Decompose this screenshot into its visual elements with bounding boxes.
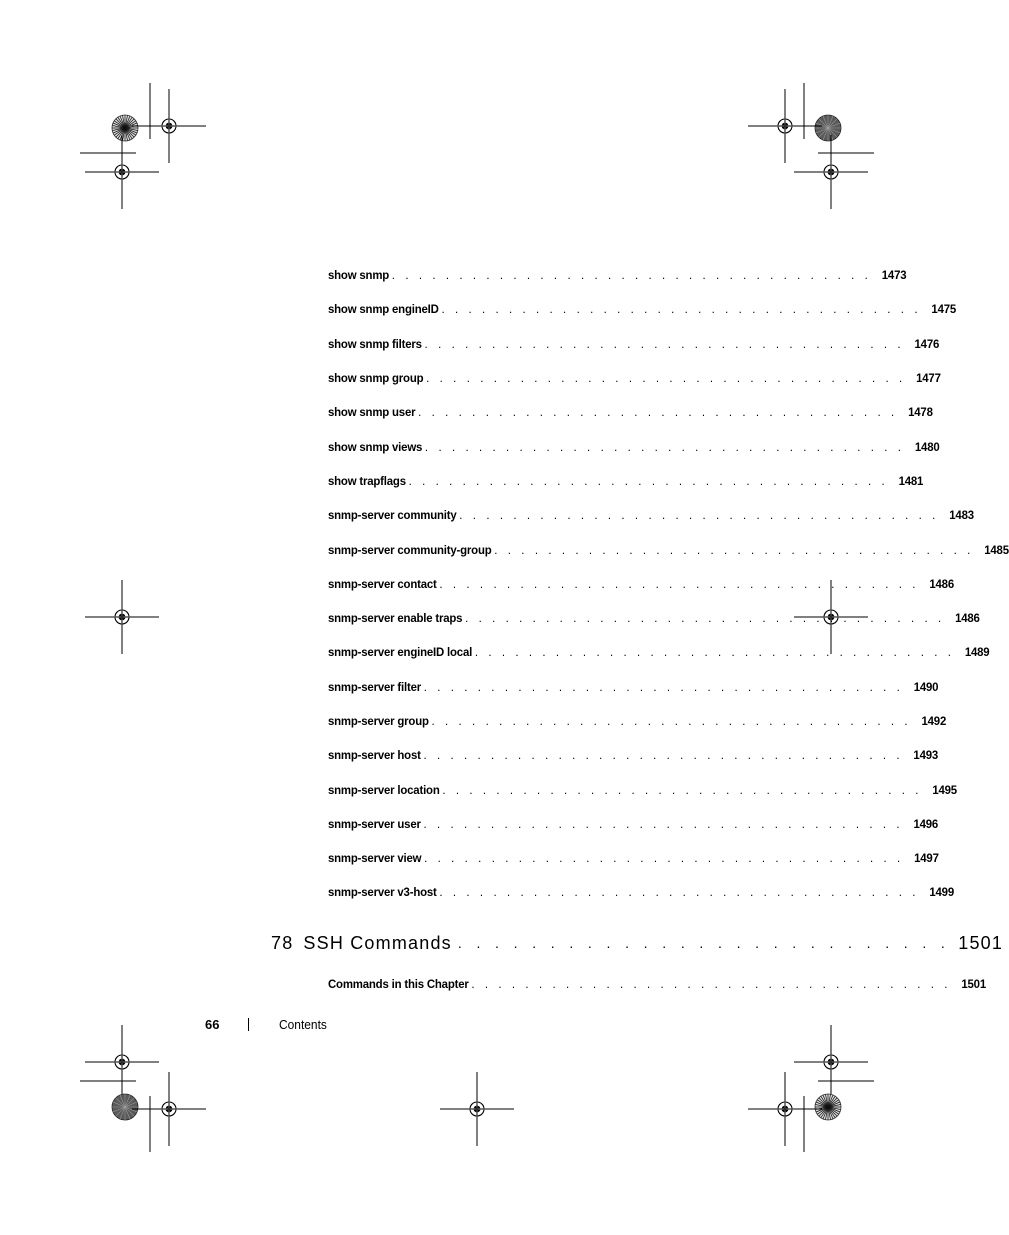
toc-entry-title: snmp-server view (328, 851, 422, 866)
dot-leader: . . . . . . . . . . . . . . . . . . . . . . . . . . . . . . . . . . . . (494, 542, 974, 557)
dot-leader: . . . . . . . . . . . . . . . . . . . . . . . . . . . . . . . . . . . . (423, 816, 904, 831)
dot-leader: . . . . . . . . . . . . . . . . . . . . . . . . . . . . . . . . . . . . (408, 473, 889, 488)
toc-entry-page: 1480 (914, 439, 940, 454)
toc-entry[interactable] (328, 807, 939, 841)
toc-entry-page: 1486 (929, 576, 954, 591)
toc-entry-title: snmp-server contact (328, 576, 437, 591)
registration-mark-icon (132, 1072, 206, 1146)
dot-leader: . . . . . . . . . . . . . . . . . . . . . . . . . . . . . . . . . . . . (391, 268, 872, 283)
toc-entry-title: snmp-server enable traps (328, 611, 463, 626)
dot-leader: . . . . . . . . . . . . . . . . . . . . . . . . . . . . . . . . . . . . (426, 371, 906, 386)
registration-mark-icon (794, 135, 868, 209)
chapter-entry-list (328, 967, 986, 1001)
toc-entry-page: 1475 (931, 302, 957, 317)
registration-mark-icon (132, 89, 206, 163)
dot-leader: . . . . . . . . . . . . . . . . . . . . . . . . . . . . . . . . . . . . (442, 782, 923, 797)
dot-leader: . . . . . . . . . . . . . . . . . . . . . . . . . . . . . . . . . . . . (474, 645, 955, 660)
registration-mark-icon (748, 1072, 822, 1146)
toc-entry-page: 1496 (913, 816, 939, 831)
toc-entry-page: 1489 (964, 645, 990, 660)
toc-entry-page: 1492 (921, 714, 947, 728)
toc-entry-title: snmp-server group (328, 714, 429, 728)
toc-entry-title: show snmp views (328, 439, 423, 454)
toc-entry-title: snmp-server engineID local (328, 645, 473, 660)
toc-entry-page: 1493 (913, 748, 939, 763)
toc-entry-page: 1481 (898, 473, 924, 488)
dot-leader: . . . . . . . . . . . . . . . . . . . . . . . . . . . . . . . . . . . . (471, 977, 952, 992)
toc-entry-page: 1477 (916, 371, 941, 386)
registration-mark-icon (440, 1072, 514, 1146)
chapter-title: SSH Commands (303, 932, 452, 953)
chapter-heading[interactable] (271, 928, 1004, 958)
toc-entry-page: 1497 (914, 851, 939, 866)
toc-entry-page: 1490 (913, 679, 939, 694)
toc-entry-title: show snmp filters (328, 336, 422, 351)
toc-entry-page: 1501 (961, 977, 986, 992)
toc-entry[interactable] (328, 738, 939, 772)
toc-entry[interactable] (328, 670, 939, 704)
toc-entry[interactable] (328, 841, 939, 875)
color-wheel-icon (815, 115, 841, 141)
page-footer (205, 1014, 331, 1034)
registration-mark-icon (748, 89, 822, 163)
toc-entry-title: show snmp engineID (328, 302, 439, 317)
toc-entry-page: 1483 (949, 508, 974, 523)
chapter-number: 78 (271, 932, 294, 953)
dot-leader: . . . . . . . . . . . . . . . . . . . . . . . . . . . . . . . . . . . . (459, 508, 939, 523)
toc-entry-title: snmp-server host (328, 748, 421, 763)
dot-leader: . . . . . . . . . . . . . . . . . . . . . . . . . . . . . . . . . . . . (441, 302, 922, 317)
toc-entry[interactable] (328, 567, 954, 601)
toc-entry[interactable] (328, 635, 990, 669)
registration-mark-icon (85, 135, 159, 209)
toc-entry[interactable] (328, 601, 980, 635)
toc-entry[interactable] (328, 258, 907, 292)
toc-entry-title: snmp-server community (328, 508, 457, 523)
footer-divider (248, 1018, 249, 1031)
toc-entry[interactable] (328, 327, 940, 361)
toc-entry-title: show snmp user (328, 405, 416, 420)
toc-entry-title: snmp-server location (328, 782, 440, 797)
dot-leader: . . . . . . . . . . . . . . . . . . . . . . . . . . . . . . . . . . . . (424, 336, 905, 351)
toc-entry[interactable] (328, 967, 986, 1001)
toc-entry-title: show snmp group (328, 371, 424, 386)
toc-entry-page: 1476 (914, 336, 940, 351)
toc-entry-title: show snmp (328, 268, 390, 283)
toc-entry[interactable] (328, 292, 957, 326)
dot-leader: . . . . . . . . . . . . . . . . . . . . . . . . . . . . . . . . . . . . (423, 748, 904, 763)
running-head: Contents (279, 1016, 327, 1032)
toc-entry-page: 1485 (984, 542, 1009, 557)
toc-entry-title: snmp-server community-group (328, 542, 492, 557)
toc-entry-page: 1495 (932, 782, 957, 797)
toc-entry[interactable] (328, 875, 954, 909)
registration-mark-icon (85, 1025, 159, 1099)
toc-entry[interactable] (328, 361, 941, 395)
dot-leader: . . . . . . . . . . . . . . . . . . . . . . . . . . . . . . . . . . . . (424, 439, 905, 454)
color-wheel-icon (815, 1094, 841, 1120)
toc-entry-page: 1473 (881, 268, 907, 283)
toc-entry-title: snmp-server v3-host (328, 885, 437, 900)
color-wheel-icon (112, 1094, 138, 1120)
toc-entry[interactable] (328, 532, 1009, 566)
toc-entry-page: 1486 (955, 611, 980, 626)
toc-entry[interactable] (328, 395, 933, 429)
page-number: 66 (205, 1016, 220, 1032)
dot-leader: . . . . . . . . . . . . . . . . . . . . . . . . . . . . . . . . . . . . (418, 405, 898, 420)
dot-leader: . . . . . . . . . . . . . . . . . . . . . . . . . . . . . . . . . . . . (423, 679, 904, 694)
toc-entry-page: 1499 (929, 885, 954, 900)
dot-leader: . . . . . . . . . . . . . . . . . . . . . . . . . . . . . . . . . . . . (424, 851, 904, 866)
registration-mark-icon (794, 1025, 868, 1099)
dot-leader: . . . . . . . . . . . . . . . . . . . . . . . . . . . (457, 935, 951, 951)
color-wheel-icon (112, 115, 138, 141)
toc-entry[interactable] (328, 429, 940, 463)
toc-entry-title: snmp-server user (328, 816, 421, 831)
toc-entry[interactable] (328, 498, 974, 532)
toc-entry[interactable] (328, 464, 924, 498)
dot-leader: . . . . . . . . . . . . . . . . . . . . . . . . . . . . . . . . . . . . (439, 576, 920, 591)
dot-leader: . . . . . . . . . . . . . . . . . . . . . . . . . . . . . . . . . . . . (439, 885, 920, 900)
chapter-page: 1501 (958, 932, 1004, 953)
toc-entry-title: Commands in this Chapter (328, 977, 469, 992)
toc-list (328, 258, 1009, 910)
registration-mark-icon (85, 580, 159, 654)
toc-entry-title: show trapflags (328, 473, 406, 488)
toc-entry[interactable] (328, 704, 947, 738)
dot-leader: . . . . . . . . . . . . . . . . . . . . . . . . . . . . . . . . . . . . (431, 714, 912, 728)
dot-leader: . . . . . . . . . . . . . . . . . . . . . . . . . . . . . . . . . . . . (465, 611, 945, 626)
toc-entry-title: snmp-server filter (328, 679, 421, 694)
toc-entry[interactable] (328, 772, 957, 806)
toc-entry-page: 1478 (908, 405, 933, 420)
